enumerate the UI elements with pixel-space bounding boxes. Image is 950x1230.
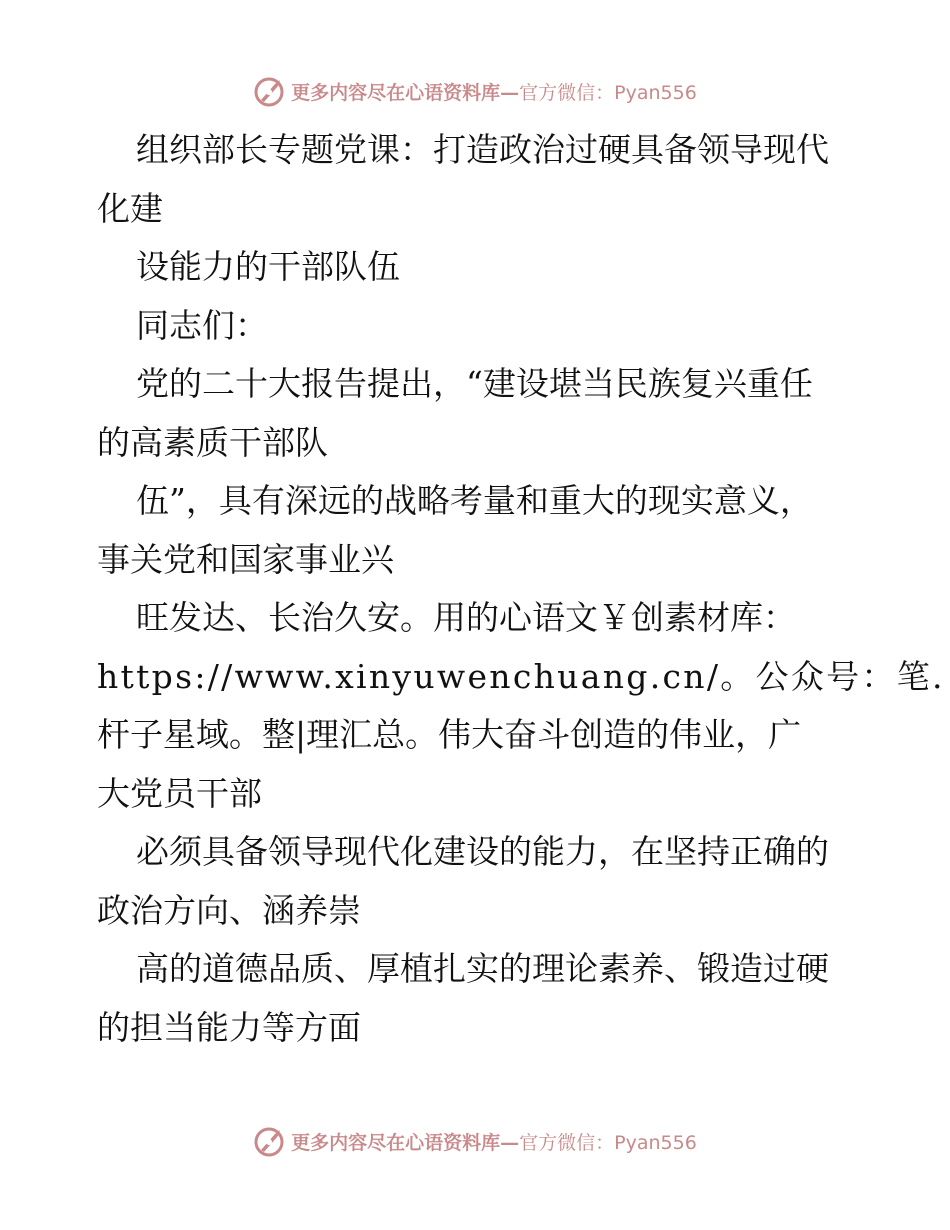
- watermark-brand: 更多内容尽在心语资料库—: [291, 81, 520, 104]
- text-line: 设能力的干部队伍: [136, 247, 400, 286]
- text-line: 事关党和国家事业兴: [97, 539, 394, 579]
- watermark-wechat: 官方微信：Pyan556: [519, 81, 697, 104]
- text-line: 的担当能力等方面: [97, 1007, 361, 1047]
- text-line: 的高素质干部队: [97, 422, 328, 462]
- pen-nib-circle-icon: [253, 74, 287, 108]
- text-line: 化建: [97, 188, 163, 228]
- pen-nib-circle-icon: [253, 1124, 287, 1158]
- text-line: 必须具备领导现代化建设的能力，在坚持正确的: [136, 832, 829, 871]
- text-line: 大党员干部: [97, 773, 262, 813]
- watermark-brand: 更多内容尽在心语资料库—: [291, 1131, 520, 1154]
- text-line: 高的道德品质、厚植扎实的理论素养、锻造过硬: [136, 949, 829, 988]
- text-line: 组织部长专题党课：打造政治过硬具备领导现代: [136, 130, 829, 169]
- watermark-header: [0, 71, 950, 111]
- document-body: [97, 121, 945, 1057]
- text-line: 旺发达、长治久安。用的心语文￥创素材库：: [136, 598, 796, 637]
- text-line: 政治方向、涵养崇: [97, 890, 361, 930]
- text-line: 同志们：: [136, 305, 268, 345]
- watermark-wechat: 官方微信：Pyan556: [519, 1131, 697, 1154]
- text-line: 党的二十大报告提出，“建设堪当民族复兴重任: [136, 364, 813, 403]
- text-line-url: https://www.xinyuwenchuang.cn/。公众号：笔.: [97, 656, 945, 696]
- watermark-footer: [0, 1121, 950, 1161]
- text-line: 杆子星域。整|理汇总。伟大奋斗创造的伟业，广: [97, 715, 802, 754]
- text-line: 伍”，具有深远的战略考量和重大的现实意义，: [136, 481, 813, 520]
